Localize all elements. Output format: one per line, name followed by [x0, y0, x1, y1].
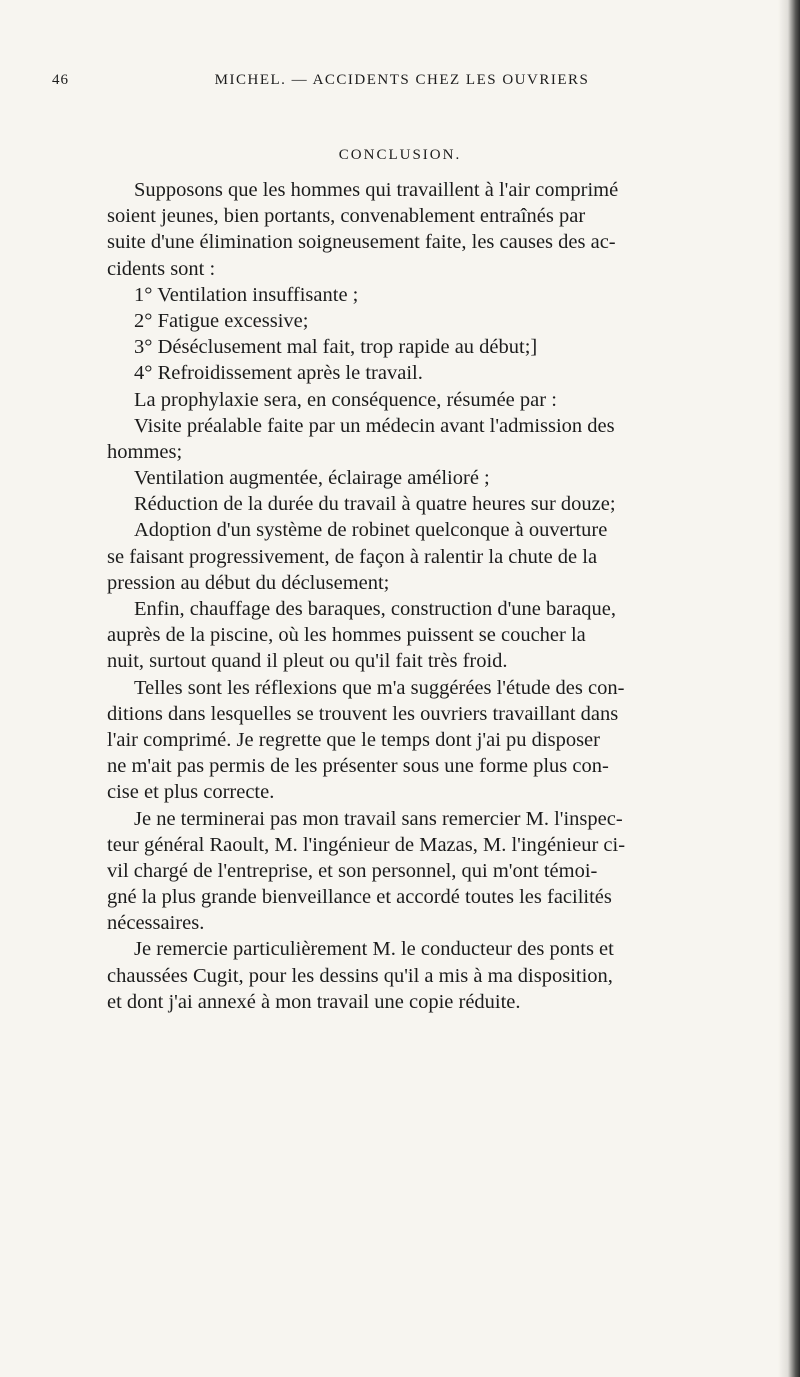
- paragraph: [107, 675, 767, 806]
- text-line: Réduction de la durée du travail à quatre heures sur douze;: [134, 493, 616, 516]
- text-line: Supposons que les hommes qui travaillent à l'air comprimé: [134, 179, 619, 201]
- text-line: soient jeunes, bien portants, convenablement entraînés par: [107, 205, 586, 228]
- text-line: vil chargé de l'entreprise, et son personnel, qui m'ont témoi-: [107, 859, 598, 882]
- text-line: Enfin, chauffage des baraques, construction d'une baraque,: [134, 598, 617, 620]
- text-line: chaussées Cugit, pour les dessins qu'il a mis à ma disposition,: [107, 964, 613, 987]
- paragraph: [107, 387, 767, 466]
- text-line: Je ne terminerai pas mon travail sans remercier M. l'inspec-: [134, 807, 623, 830]
- paragraph: [107, 465, 767, 491]
- text-line: Ventilation augmentée, éclairage amélioré ;: [134, 467, 490, 490]
- text-line: nécessaires.: [107, 912, 205, 935]
- body-text: [107, 177, 767, 1015]
- text-line: teur général Raoult, M. l'ingénieur de Mazas, M. l'ingénieur ci-: [107, 833, 626, 856]
- numbered-list: [107, 282, 767, 387]
- text-line: suite d'une élimination soigneusement faite, les causes des ac-: [107, 231, 616, 254]
- text-line: Adoption d'un système de robinet quelconque à ouverture: [134, 519, 608, 542]
- text-line: l'air comprimé. Je regrette que le temps dont j'ai pu disposer: [107, 728, 600, 751]
- text-line: et dont j'ai annexé à mon travail une copie réduite.: [107, 990, 521, 1013]
- paragraph: [107, 936, 767, 1015]
- text-line: cidents sont :: [107, 257, 216, 280]
- page-number: 46: [52, 72, 69, 88]
- text-line: hommes;: [107, 440, 183, 463]
- text-line: cise et plus correcte.: [107, 781, 275, 804]
- running-head: [52, 72, 752, 98]
- text-line: ditions dans lesquelles se trouvent les ouvriers travaillant dans: [107, 702, 619, 725]
- list-item: 3° Déséclusement mal fait, trop rapide au début;]: [134, 336, 538, 359]
- list-item: 1° Ventilation insuffisante ;: [134, 283, 359, 306]
- paragraph: [107, 596, 767, 675]
- text-line: gné la plus grande bienveillance et accordé toutes les facilités: [107, 886, 612, 909]
- section-title: CONCLUSION.: [338, 147, 462, 163]
- paragraph: [107, 491, 767, 517]
- paragraph: [107, 806, 767, 937]
- text-line: auprès de la piscine, où les hommes puissent se coucher la: [107, 624, 586, 647]
- text-line: nuit, surtout quand il pleut ou qu'il fait très froid.: [107, 650, 508, 673]
- paragraph: [107, 517, 767, 596]
- list-item: 4° Refroidissement après le travail.: [134, 362, 423, 385]
- text-line: Telles sont les réflexions que m'a suggérées l'étude des con-: [134, 676, 625, 699]
- page-edge-shadow: [778, 0, 800, 1377]
- list-item: 2° Fatigue excessive;: [134, 309, 309, 332]
- text-line: Je remercie particulièrement M. le conducteur des ponts et: [134, 938, 614, 961]
- text-line: La prophylaxie sera, en conséquence, résumée par :: [134, 388, 557, 411]
- paragraph: [107, 177, 767, 282]
- text-line: ne m'ait pas permis de les présenter sous une forme plus con-: [107, 755, 609, 778]
- text-line: Visite préalable faite par un médecin avant l'admission des: [134, 414, 615, 437]
- text-line: pression au début du déclusement;: [107, 571, 390, 594]
- text-line: se faisant progressivement, de façon à ralentir la chute de la: [107, 545, 598, 568]
- running-head-title: MICHEL. — ACCIDENTS CHEZ LES OUVRIERS: [214, 72, 590, 88]
